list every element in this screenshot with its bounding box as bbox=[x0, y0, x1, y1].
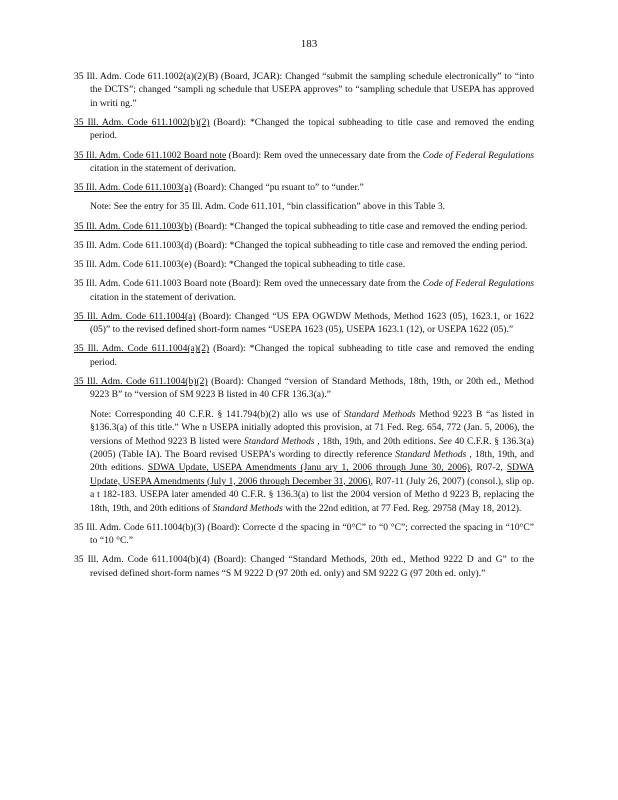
entry-text: (Board): Rem oved the unnecessary date from the bbox=[226, 149, 423, 161]
entry-text: (Board): *Changed the topical subheading to title case and removed the ending period. bbox=[192, 220, 528, 232]
amendment-list bbox=[74, 70, 534, 586]
entry-text: (Board): Rem oved the unnecessary date from the bbox=[226, 278, 423, 290]
cfr-title: Code of Federal Regulations bbox=[422, 149, 534, 161]
entry-611-1003-board-note bbox=[74, 277, 534, 304]
note-standard-methods bbox=[74, 408, 534, 515]
entry-citation: 35 Ill. Adm. Code 611.1004(b)(4) bbox=[74, 554, 210, 566]
cfr-title: Code of Federal Regulations bbox=[422, 278, 534, 290]
note-text: , R07-2, bbox=[469, 462, 507, 474]
entry-611-1003-b bbox=[74, 220, 534, 233]
entry-citation: 35 Ill. Adm. Code 611.1003(a) bbox=[74, 182, 192, 194]
entry-text: (Board): *Changed the topical subheading to title case and removed the ending period. bbox=[192, 239, 528, 251]
entry-citation: 35 Ill. Adm. Code 611.1002(b)(2) bbox=[74, 117, 210, 129]
entry-citation: 35 Ill. Adm. Code 611.1003(d) bbox=[74, 239, 193, 251]
entry-citation: 35 Ill. Adm. Code 611.1004(b)(2) bbox=[74, 376, 208, 388]
note-emphasis: Standard Methods bbox=[212, 502, 283, 514]
entry-611-1003-d bbox=[74, 239, 534, 252]
entry-text: (Board): *Changed the topical subheading to title case. bbox=[191, 259, 406, 271]
note-emphasis: Standard Methods bbox=[344, 408, 416, 420]
entry-text: (Board): Changed “Standard Methods, 20th ed., Method 9222 D and G” to the revised defined short-form names “S M 9222 D (97 20th ed. only) and SM 9222 G (97 20th ed. only).” bbox=[90, 554, 534, 579]
entry-611-1002-board-note bbox=[74, 149, 534, 176]
entry-text: (Board): Changed “US EPA OGWDW Methods, Method 1623 (05), 1623.1, or 1622 (05)” to the revised defined short-form names “USEPA 1623 (05), USEPA 1623.1 (12), or USEPA 1622 (05).” bbox=[90, 310, 534, 336]
entry-611-1002-b-2 bbox=[74, 116, 534, 143]
entry-citation: 35 Ill. Adm. Code 611.1004(a) bbox=[74, 310, 196, 322]
note-text: , 18th, 19th, and 20th editions. bbox=[314, 435, 439, 447]
note-text: , 18th, 19th, and 20th editions. bbox=[90, 448, 534, 474]
entry-611-1003-a bbox=[74, 181, 534, 194]
entry-citation: 35 Ill. Adm. Code 611.1004(b)(3) bbox=[74, 521, 205, 533]
note-emphasis: Standard Methods bbox=[243, 435, 315, 447]
entry-611-1004-a-2 bbox=[74, 342, 534, 369]
entry-text: (Board): Changed “version of Standard Methods, 18th, 19th, or 20th ed., Method 9223 B” to “version of SM 9223 B listed in 40 CFR 136.3(a).” bbox=[90, 376, 534, 401]
note-emphasis: See bbox=[438, 435, 452, 447]
docket-title: SDWA Update, USEPA Amendments (Janu ary 1, 2006 through June 30, 2006) bbox=[147, 462, 470, 474]
entry-text: (Board): Changed “pu rsuant to” to “under.” bbox=[191, 182, 364, 194]
entry-611-1004-b-2 bbox=[74, 375, 534, 402]
entry-611-1003-e bbox=[74, 258, 534, 271]
entry-citation: 35 Ill. Adm. Code 611.1003(b) bbox=[74, 220, 193, 232]
note-text: Method 9223 B “as listed in §136.3(a) of this title.” Whe n USEPA initially adopted this provision, at 71 Fed. Reg. 654, 772 (Jan. 5, 2006), the versions of Method 9223 B listed were bbox=[90, 408, 535, 447]
entry-text: (Board): *Changed the topical subheading to title case and removed the ending period. bbox=[90, 343, 535, 368]
entry-citation: 35 Ill. Adm. Code 611.1003(e) bbox=[74, 259, 192, 271]
entry-citation: 35 Ill. Adm. Code 611.1004(a)(2) bbox=[74, 343, 210, 355]
entry-citation: 35 Ill. Adm. Code 611.1002 Board note bbox=[74, 149, 227, 161]
entry-text: citation in the statement of derivation. bbox=[90, 291, 236, 303]
page-number: 183 bbox=[300, 38, 318, 50]
note-text: Note: Corresponding 40 C.F.R. § 141.794(b)(2) allo ws use of bbox=[90, 408, 345, 420]
entry-citation: 35 Ill. Adm. Code 611.1003 Board note bbox=[74, 278, 227, 290]
entry-text: (Board, JCAR): Changed “submit the sampling schedule electronically” to “into the DCTS”; changed “sampli ng schedule that USEPA approves” to “sampling schedule that USEPA has approved in writi ng.” bbox=[90, 71, 534, 109]
entry-text: citation in the statement of derivation. bbox=[90, 163, 236, 175]
docket-title: SDWA Update, USEPA Amendments (July 1, 2006 through December 31, 2006) bbox=[90, 462, 535, 487]
note-text: 40 C.F.R. § 136.3(a) (2005) (Table IA). The Board revised USEPA’s wording to directly reference bbox=[90, 435, 534, 460]
entry-611-1004-b-4 bbox=[74, 553, 534, 580]
note-emphasis: Standard Methods bbox=[395, 448, 467, 460]
entry-citation: 35 Ill. Adm. Code 611.1002(a)(2)(B) bbox=[74, 71, 218, 82]
entry-text: (Board): Correcte d the spacing in “0°C” to “0 °C”; corrected the spacing in “10°C” to “10 °C.” bbox=[90, 521, 534, 547]
note-text: , R07-11 (July 26, 2007) (consol.), slip op. a t 182-183. USEPA later amended 40 C.F.R. § 136.3(a) to list the 2004 version of Metho d 9223 B, replacing the 18th, 19th, and 20th editions of bbox=[90, 475, 535, 514]
entry-611-1004-b-3 bbox=[74, 521, 534, 548]
note-bin-classification: Note: See the entry for 35 Ill. Adm. Code 611.101, “bin classification” above in this Table 3. bbox=[90, 201, 446, 213]
entry-text: (Board): *Changed the topical subheading to title case and removed the ending period. bbox=[90, 117, 535, 142]
note-text: with the 22nd edition, at 77 Fed. Reg. 29758 (May 18, 2012). bbox=[282, 502, 522, 514]
entry-611-1002-a-2-B bbox=[74, 70, 534, 110]
entry-611-1004-a bbox=[74, 310, 534, 337]
